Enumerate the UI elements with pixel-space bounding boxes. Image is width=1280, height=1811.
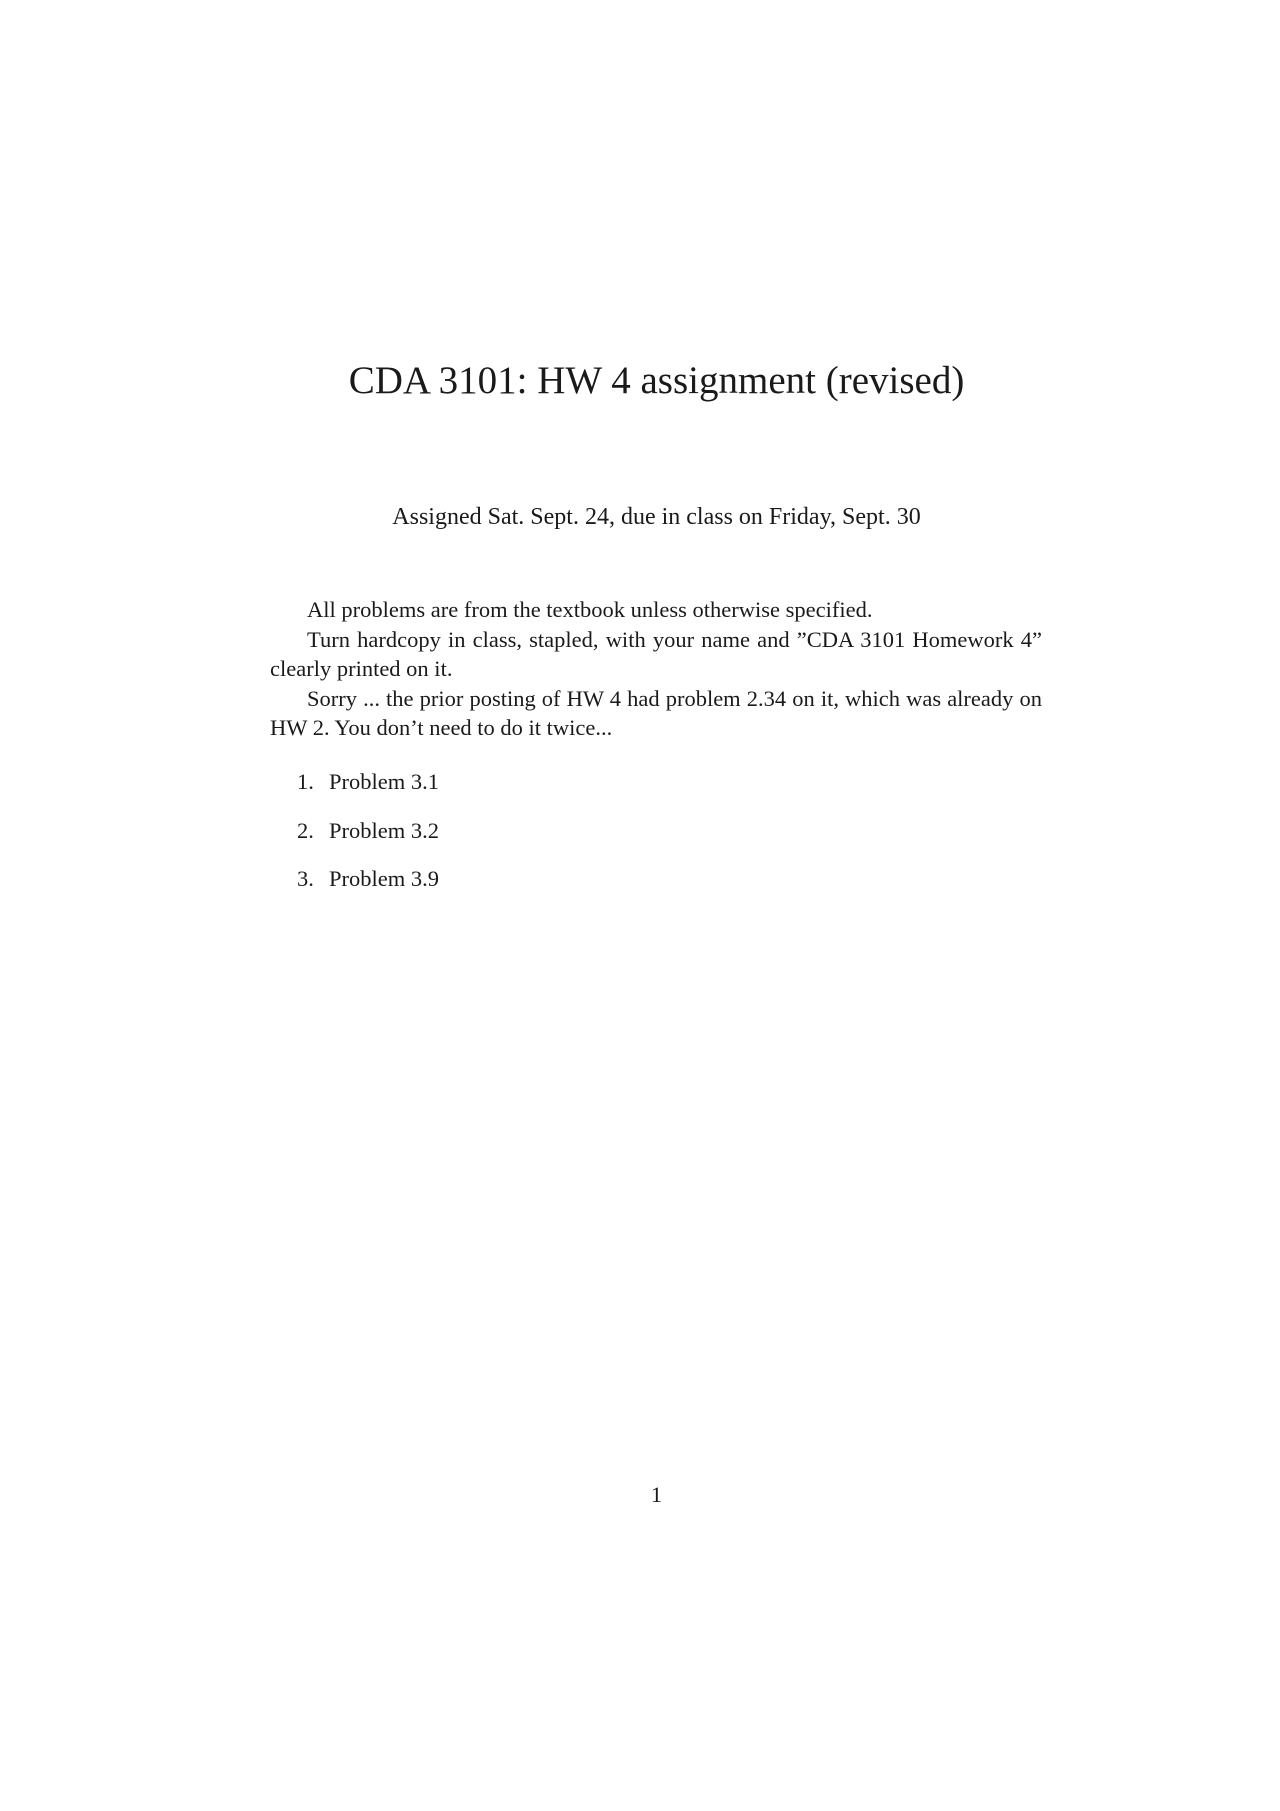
problem-number: 2. (297, 817, 314, 843)
assignment-dates: Assigned Sat. Sept. 24, due in class on Friday, Sept. 30 (392, 504, 921, 530)
problem-label: Problem 3.9 (329, 866, 439, 891)
problem-number: 3. (297, 866, 314, 891)
problem-label: Problem 3.1 (329, 769, 439, 794)
problem-item (297, 864, 439, 913)
problem-item (297, 816, 439, 865)
instruction-paragraph: Sorry ... the prior posting of HW 4 had problem 2.34 on it, which was already on HW 2. You don’t need to do it twice... (270, 685, 1042, 740)
instruction-paragraph: All problems are from the textbook unless otherwise specified. (307, 597, 873, 622)
instructions (270, 595, 1042, 743)
problem-item (297, 767, 439, 816)
problem-label: Problem 3.2 (329, 817, 439, 843)
problem-list (297, 767, 439, 913)
page-title: CDA 3101: HW 4 assignment (revised) (348, 359, 965, 402)
page-number: 1 (650, 1482, 663, 1507)
problem-number: 1. (297, 769, 314, 794)
instruction-paragraph: Turn hardcopy in class, stapled, with your name and ”CDA 3101 Homework 4” clearly printed on it. (270, 626, 1042, 681)
